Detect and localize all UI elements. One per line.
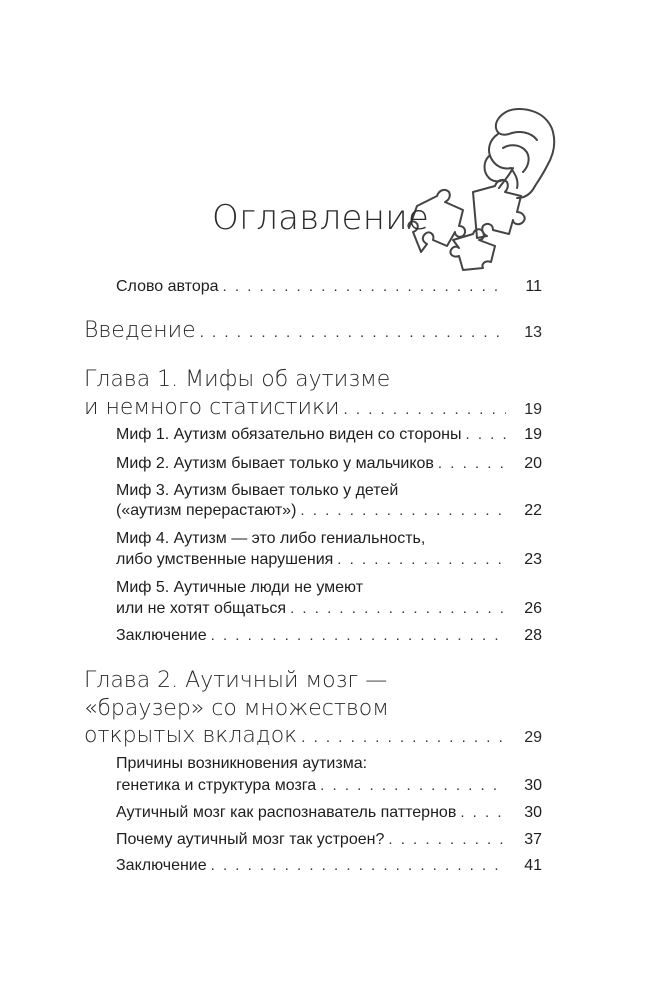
entry-label: Миф 2. Аутизм бывает только у мальчиков bbox=[116, 455, 434, 472]
leader-dots bbox=[337, 551, 506, 568]
entry-label: Почему аутичный мозг так устроен? bbox=[116, 831, 385, 848]
leader-dots bbox=[211, 627, 506, 644]
section-causes-line-1[interactable]: Причины возникновения аутизма: bbox=[116, 755, 368, 772]
chapter-2-title-line-1[interactable]: Глава 2. Аутичный мозг — bbox=[84, 668, 388, 693]
leader-dots bbox=[211, 857, 506, 874]
leader-dots bbox=[301, 729, 506, 746]
entry-label: Заключение bbox=[116, 857, 207, 874]
page-number: 30 bbox=[524, 804, 542, 821]
toc-entry-myth-4[interactable] bbox=[116, 551, 542, 569]
page-number: 13 bbox=[524, 324, 542, 341]
leader-dots bbox=[320, 777, 506, 794]
leader-dots bbox=[460, 804, 506, 821]
page-number: 20 bbox=[524, 455, 542, 472]
page-number: 37 bbox=[524, 831, 542, 848]
myth-3-line-1[interactable]: Миф 3. Аутизм бывает только у детей bbox=[116, 482, 399, 499]
toc-entry-chapter-1[interactable] bbox=[84, 395, 542, 420]
entry-label: («аутизм перерастают») bbox=[116, 502, 297, 519]
toc-entry-causes[interactable] bbox=[116, 777, 542, 795]
page-number: 30 bbox=[524, 777, 542, 794]
page-number: 29 bbox=[524, 729, 542, 746]
leader-dots bbox=[344, 401, 506, 418]
toc-entry-myth-3[interactable] bbox=[116, 502, 542, 520]
toc-entry-intro[interactable] bbox=[84, 318, 542, 343]
leader-dots bbox=[223, 278, 506, 295]
chapter-1-title-line-1[interactable]: Глава 1. Мифы об аутизме bbox=[84, 367, 391, 392]
toc-entry-conclusion-1[interactable] bbox=[116, 627, 542, 645]
toc-entry-myth-5[interactable] bbox=[116, 600, 542, 618]
entry-label: Миф 1. Аутизм обязательно виден со стороны bbox=[116, 426, 462, 443]
chapter-2-title-line-2[interactable]: «браузер» со множеством bbox=[84, 696, 389, 721]
leader-dots bbox=[438, 455, 506, 472]
toc-entry-patterns[interactable] bbox=[116, 804, 542, 822]
entry-label: Слово автора bbox=[116, 278, 219, 295]
toc-entry-conclusion-2[interactable] bbox=[116, 857, 542, 875]
page-number: 19 bbox=[524, 426, 542, 443]
entry-label: генетика и структура мозга bbox=[116, 777, 317, 794]
leader-dots bbox=[200, 324, 506, 341]
entry-label: Аутичный мозг как распознаватель паттернов bbox=[116, 804, 457, 821]
leader-dots bbox=[388, 831, 506, 848]
leader-dots bbox=[290, 600, 506, 617]
myth-4-line-1[interactable]: Миф 4. Аутизм — это либо гениальность, bbox=[116, 530, 426, 547]
entry-label: или не хотят общаться bbox=[116, 600, 287, 617]
entry-label: Введение bbox=[84, 318, 196, 343]
toc-entry-chapter-2[interactable] bbox=[84, 723, 542, 748]
page-number: 28 bbox=[524, 627, 542, 644]
toc-entry-why[interactable] bbox=[116, 831, 542, 849]
page-title: Оглавление bbox=[212, 198, 430, 238]
entry-label: открытых вкладок bbox=[84, 723, 298, 748]
entry-label: Заключение bbox=[116, 627, 207, 644]
leader-dots bbox=[465, 426, 506, 443]
entry-label: либо умственные нарушения bbox=[116, 551, 334, 568]
page-number: 26 bbox=[524, 600, 542, 617]
page-number: 41 bbox=[524, 857, 542, 874]
page-number: 22 bbox=[524, 502, 542, 519]
leader-dots bbox=[300, 502, 506, 519]
hand-holding-puzzle-icon bbox=[403, 100, 573, 272]
page-number: 11 bbox=[525, 278, 542, 295]
toc-entry-author[interactable] bbox=[116, 278, 542, 296]
toc-entry-myth-2[interactable] bbox=[116, 455, 542, 473]
page-number: 19 bbox=[524, 401, 542, 418]
entry-label: и немного статистики bbox=[84, 395, 340, 420]
myth-5-line-1[interactable]: Миф 5. Аутичные люди не умеют bbox=[116, 579, 364, 596]
toc-entry-myth-1[interactable] bbox=[116, 426, 542, 444]
page-number: 23 bbox=[524, 551, 542, 568]
